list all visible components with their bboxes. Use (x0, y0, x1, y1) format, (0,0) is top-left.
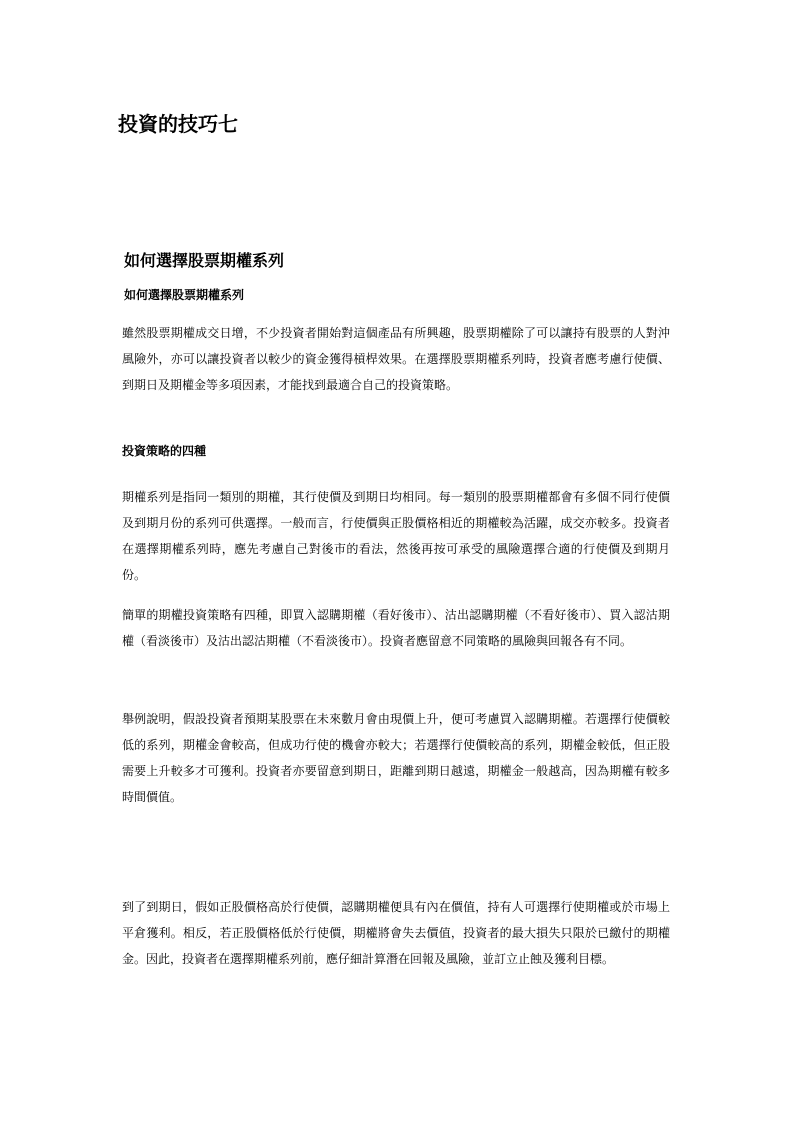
paragraph-series: 期權系列是指同一類別的期權，其行使價及到期日均相同。每一類別的股票期權都會有多個不同行使價及到期月份的系列可供選擇。一般而言，行使價與正股價格相近的期權較為活躍，成交亦較多。投資者在選擇期權系列時，應先考慮自己對後市的看法，然後再按可承受的風險選擇合適的行使價及到期月份。 (122, 490, 670, 582)
paragraph-expiry: 到了到期日，假如正股價格高於行使價，認購期權便具有內在價值，持有人可選擇行使期權或於市場上平倉獲利。相反，若正股價格低於行使價，期權將會失去價值，投資者的最大損失只限於已繳付的期權金。因此，投資者在選擇期權系列前，應仔細計算潛在回報及風險，並訂立止蝕及獲利目標。 (122, 900, 670, 966)
paragraph-intro: 雖然股票期權成交日增，不少投資者開始對這個產品有所興趣，股票期權除了可以讓持有股票的人對沖風險外，亦可以讓投資者以較少的資金獲得槓桿效果。在選擇股票期權系列時，投資者應考慮行使價、到期日及期權金等多項因素，才能找到最適合自己的投資策略。 (122, 326, 670, 392)
paragraph-strategies: 簡單的期權投資策略有四種，即買入認購期權（看好後市）、沽出認購期權（不看好後市）、買入認沽期權（看淡後市）及沽出認沽期權（不看淡後市）。投資者應留意不同策略的風險與回報各有不同。 (122, 608, 670, 648)
section-subheading: 如何選擇股票期權系列 (124, 288, 245, 302)
section-heading: 如何選擇股票期權系列 (124, 251, 285, 270)
document-title: 投資的技巧七 (118, 112, 238, 136)
strategy-heading: 投資策略的四種 (122, 444, 207, 458)
paragraph-example: 舉例說明，假設投資者預期某股票在未來數月會由現價上升，便可考慮買入認購期權。若選擇行使價較低的系列，期權金會較高，但成功行使的機會亦較大；若選擇行使價較高的系列，期權金較低，但正股需要上升較多才可獲利。投資者亦要留意到期日，距離到期日越遠，期權金一般越高，因為期權有較多時間價值。 (122, 712, 670, 804)
